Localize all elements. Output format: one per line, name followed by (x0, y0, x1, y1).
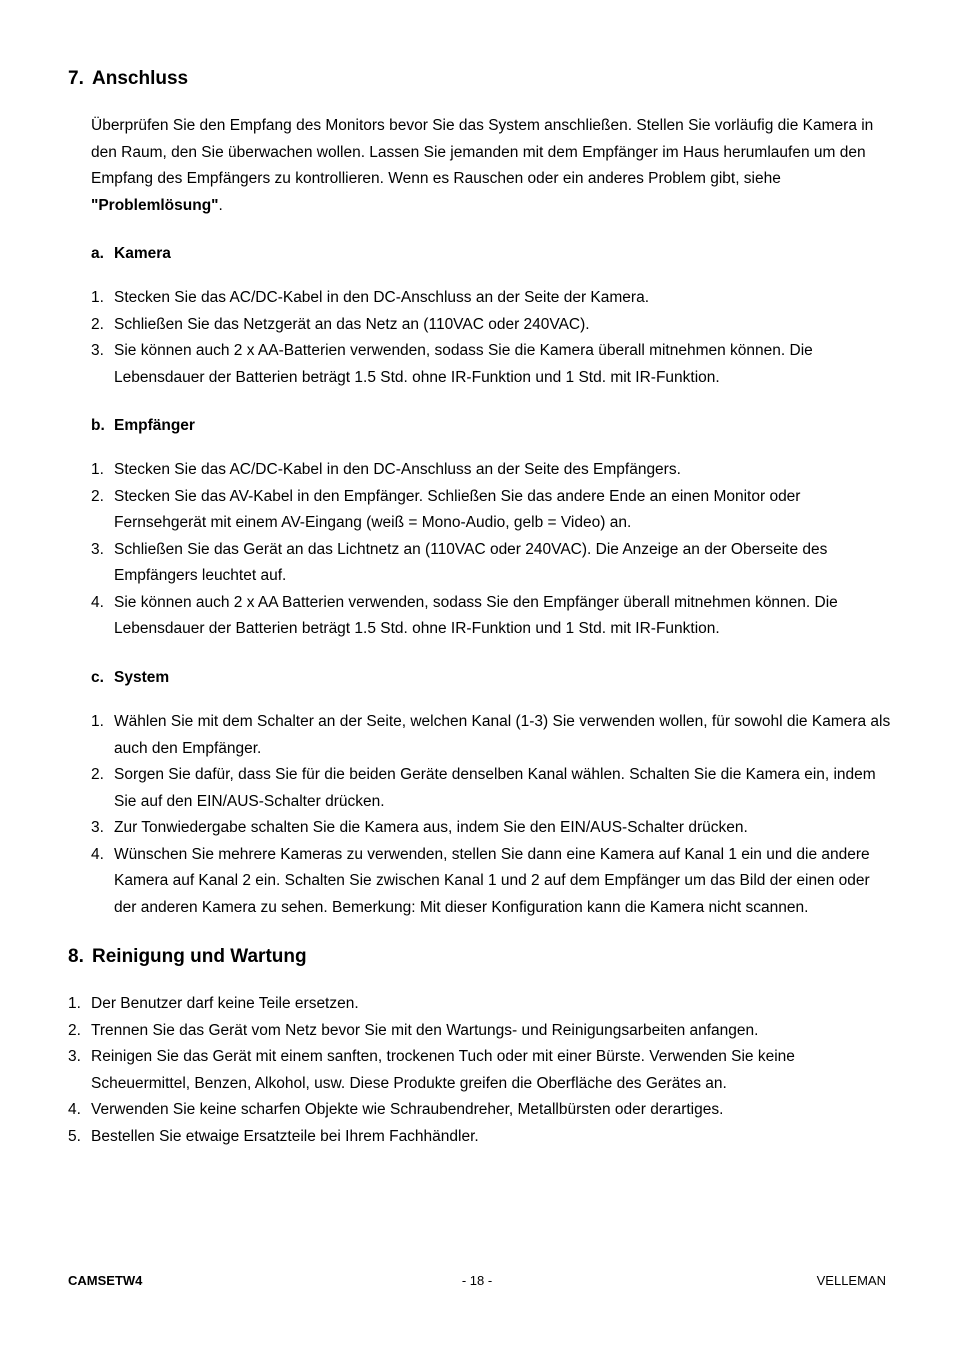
list-item-number: 1. (91, 713, 104, 730)
list-item-text: Sorgen Sie dafür, dass Sie für die beiden Geräte denselben Kanal wählen. Schalten Sie die Kamera ein, indem Sie auf den EIN/AUS-Schalter drücken. (114, 766, 876, 810)
list-item-text: Zur Tonwiedergabe schalten Sie die Kamera aus, indem Sie den EIN/AUS-Schalter drücken. (114, 819, 748, 836)
list-item-number: 1. (91, 289, 104, 306)
section-7-heading (68, 68, 188, 90)
section-7-number: 7. (68, 68, 84, 89)
list-item (91, 338, 891, 391)
subsection-b-letter: b. (91, 417, 105, 434)
list-item-text: Reinigen Sie das Gerät mit einem sanften, trockenen Tuch oder mit einer Bürste. Verwenden Sie keine Scheuermittel, Benzen, Alkohol, usw. Diese Produkte greifen die Oberfläche des Gerätes an. (91, 1048, 795, 1092)
list-item (91, 762, 891, 815)
list-item-number: 3. (68, 1048, 81, 1065)
intro-end: . (218, 196, 223, 214)
list-item-number: 5. (68, 1127, 81, 1145)
list-item (91, 537, 891, 590)
list-item (68, 991, 888, 1018)
list-item-text: Sie können auch 2 x AA-Batterien verwenden, sodass Sie die Kamera überall mitnehmen können. Die Lebensdauer der Batterien beträgt 1.5 Std. ohne IR-Funktion und 1 Std. mit IR-Funktion. (114, 342, 813, 386)
list-item-text: Bestellen Sie etwaige Ersatzteile bei Ihrem Fachhändler. (91, 1127, 479, 1145)
list-item-text: Stecken Sie das AC/DC-Kabel in den DC-Anschluss an der Seite der Kamera. (114, 289, 650, 306)
list-item-text: Verwenden Sie keine scharfen Objekte wie Schraubendreher, Metallbürsten oder derartiges. (91, 1101, 724, 1118)
footer-model: CAMSETW4 (68, 1273, 143, 1288)
list-item (91, 457, 891, 484)
section-7-intro (91, 113, 891, 219)
section-7-title: Anschluss (92, 68, 189, 89)
list-item-number: 2. (91, 487, 104, 505)
list-item-number: 1. (68, 995, 81, 1012)
list-item-number: 4. (91, 593, 104, 611)
list-item (91, 312, 891, 339)
list-item-text: Der Benutzer darf keine Teile ersetzen. (91, 995, 359, 1012)
list-item (91, 842, 891, 922)
kamera-list (91, 285, 891, 391)
list-item-number: 2. (91, 766, 104, 783)
list-item-text: Wählen Sie mit dem Schalter an der Seite, welchen Kanal (1-3) Sie verwenden wollen, für sowohl die Kamera als auch den Empfänger. (114, 713, 891, 757)
list-item-number: 3. (91, 540, 104, 558)
list-item (91, 285, 891, 312)
list-item-text: Sie können auch 2 x AA Batterien verwenden, sodass Sie den Empfänger überall mitnehmen können. Die Lebensdauer der Batterien beträgt 1.5 Std. ohne IR-Funktion und 1 Std. mit IR-Funktion. (114, 593, 838, 637)
list-item-text: Schließen Sie das Netzgerät an das Netz an (110VAC oder 240VAC). (114, 315, 590, 333)
subsection-c-title: System (114, 669, 170, 686)
list-item-number: 2. (68, 1021, 81, 1039)
empfaenger-list (91, 457, 891, 643)
list-item (91, 815, 891, 842)
list-item (68, 1044, 888, 1097)
footer-page-number: - 18 - (461, 1273, 493, 1288)
list-item (91, 484, 891, 537)
list-item (68, 1018, 888, 1045)
list-item-text: Stecken Sie das AV-Kabel in den Empfänger. Schließen Sie das andere Ende an einen Monitor oder Fernsehgerät mit einem AV-Eingang (weiß = Mono-Audio, gelb = Video) an. (114, 487, 801, 531)
list-item-number: 2. (91, 315, 104, 333)
list-item-text: Wünschen Sie mehrere Kameras zu verwenden, stellen Sie dann eine Kamera auf Kanal 1 ein und die andere Kamera auf Kanal 2 ein. Schalten Sie zwischen Kanal 1 und 2 auf dem Empfänger um das Bild der einen oder der anderen Kamera zu sehen. Bemerkung: Mit dieser Konfiguration kann die Kamera nicht scannen. (114, 845, 870, 916)
list-item-number: 3. (91, 342, 104, 359)
subsection-b-heading (91, 417, 195, 435)
list-item-number: 3. (91, 819, 104, 836)
section-8-title: Reinigung und Wartung (92, 946, 307, 967)
list-item (68, 1124, 888, 1151)
system-list (91, 709, 891, 921)
footer-brand: VELLEMAN (816, 1273, 886, 1288)
subsection-a-title: Kamera (114, 245, 171, 262)
subsection-a-heading (91, 245, 171, 263)
list-item (68, 1097, 888, 1124)
intro-bold-reference: "Problemlösung" (91, 196, 219, 214)
intro-text: Überprüfen Sie den Empfang des Monitors bevor Sie das System anschließen. Stellen Sie vorläufig die Kamera in den Raum, den Sie überwachen wollen. Lassen Sie jemanden mit dem Empfänger im Haus herumlaufen um den Empfang des Empfängers zu kontrollieren. Wenn es Rauschen oder ein anderes Problem gibt, siehe (91, 117, 874, 187)
list-item-number: 4. (68, 1101, 81, 1118)
subsection-c-heading (91, 669, 169, 687)
subsection-c-letter: c. (91, 669, 104, 686)
list-item-number: 4. (91, 845, 104, 863)
subsection-a-letter: a. (91, 245, 104, 262)
list-item (91, 709, 891, 762)
section-8-heading (68, 946, 307, 968)
subsection-b-title: Empfänger (114, 417, 195, 434)
list-item-text: Schließen Sie das Gerät an das Lichtnetz an (110VAC oder 240VAC). Die Anzeige an der Oberseite des Empfängers leuchtet auf. (114, 540, 828, 584)
list-item-text: Stecken Sie das AC/DC-Kabel in den DC-Anschluss an der Seite des Empfängers. (114, 461, 681, 478)
list-item-number: 1. (91, 461, 104, 478)
list-item-text: Trennen Sie das Gerät vom Netz bevor Sie mit den Wartungs- und Reinigungsarbeiten anfangen. (91, 1021, 759, 1039)
wartung-list (68, 991, 888, 1150)
section-8-number: 8. (68, 946, 84, 967)
list-item (91, 590, 891, 643)
